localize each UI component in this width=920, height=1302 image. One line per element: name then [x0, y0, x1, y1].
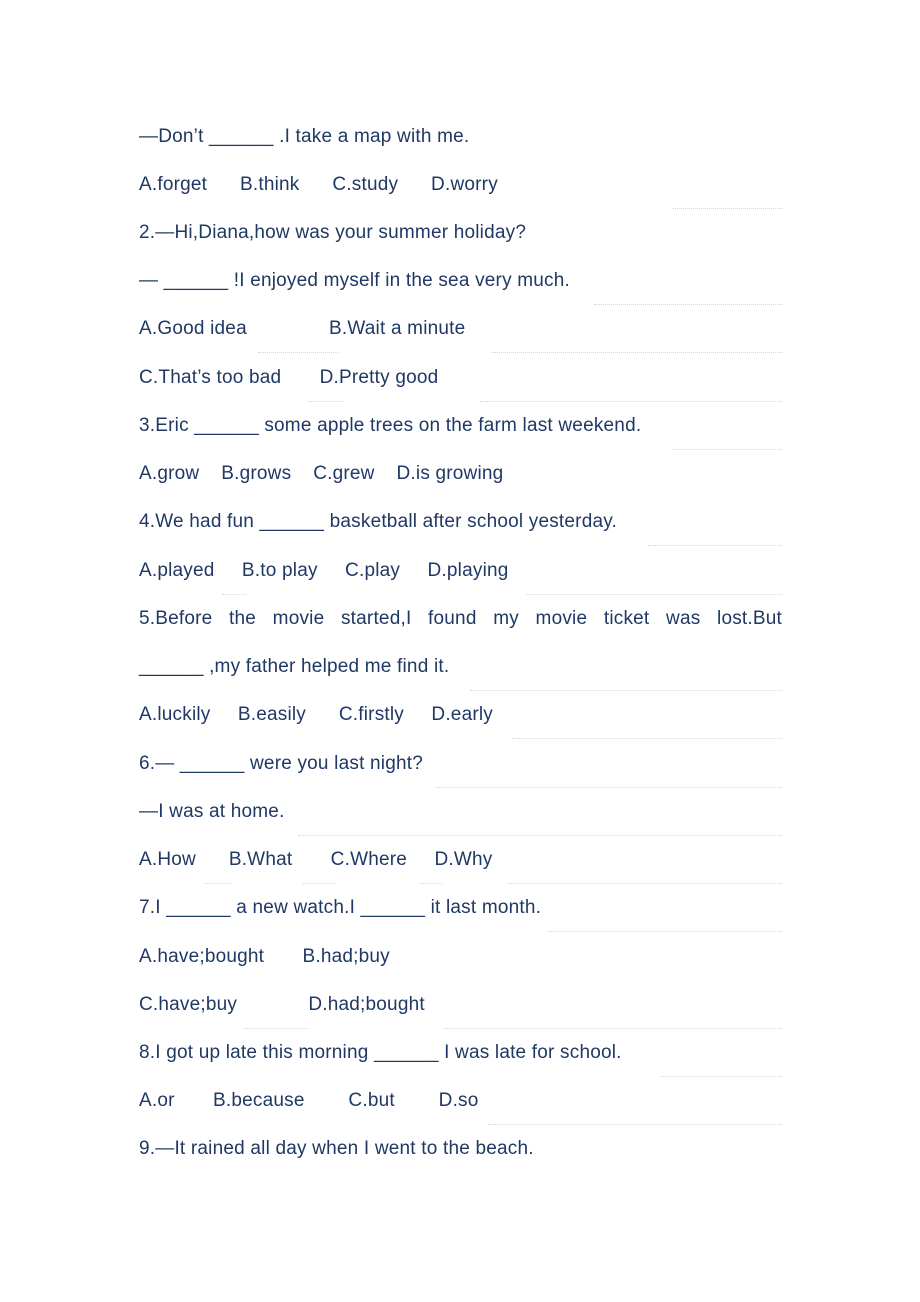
- question-1-options: A.forget B.think C.study D.worry: [139, 174, 498, 195]
- dotted-rule: [527, 594, 782, 595]
- dotted-rule: [512, 738, 782, 739]
- question-3-prompt: 3.Eric ______ some apple trees on the farm last weekend.: [139, 415, 642, 436]
- dotted-rule: [470, 690, 782, 691]
- question-2-options-ab: A.Good idea B.Wait a minute: [139, 318, 466, 339]
- question-4-prompt: 4.We had fun ______ basketball after school yesterday.: [139, 511, 618, 532]
- question-2-prompt: 2.—Hi,Diana,how was your summer holiday?: [139, 222, 527, 243]
- question-1-prompt: —Don’t ______ .I take a map with me.: [139, 126, 470, 147]
- question-5-prompt: 5.Before the movie started,I found my movie ticket was lost.But: [139, 608, 782, 629]
- dotted-rule: [222, 594, 246, 595]
- dotted-rule: [648, 545, 782, 546]
- question-6-options: A.How B.What C.Where D.Why: [139, 849, 493, 870]
- dotted-rule: [205, 883, 232, 884]
- dotted-rule: [508, 883, 782, 884]
- question-4-options: A.played B.to play C.play D.playing: [139, 560, 509, 581]
- question-8-options: A.or B.because C.but D.so: [139, 1090, 479, 1111]
- question-8-prompt: 8.I got up late this morning ______ I was late for school.: [139, 1042, 622, 1063]
- dotted-rule: [673, 449, 782, 450]
- dotted-rule: [298, 835, 782, 836]
- question-7-options-ab: A.have;bought B.had;buy: [139, 946, 390, 967]
- question-7-options-cd: C.have;buy D.had;bought: [139, 994, 425, 1015]
- dotted-rule: [548, 931, 782, 932]
- question-9-prompt: 9.—It rained all day when I went to the beach.: [139, 1138, 534, 1159]
- dotted-rule: [303, 883, 335, 884]
- dotted-rule: [258, 352, 338, 353]
- dotted-rule: [480, 401, 782, 402]
- question-2-reply: — ______ !I enjoyed myself in the sea very much.: [139, 270, 570, 291]
- dotted-rule: [488, 1124, 782, 1125]
- dotted-rule: [420, 883, 442, 884]
- dotted-rule: [244, 1028, 308, 1029]
- question-7-prompt: 7.I ______ a new watch.I ______ it last month.: [139, 897, 542, 918]
- dotted-rule: [436, 787, 782, 788]
- dotted-rule: [308, 401, 344, 402]
- question-5-options: A.luckily B.easily C.firstly D.early: [139, 704, 493, 725]
- question-6-reply: —I was at home.: [139, 801, 285, 822]
- dotted-rule: [594, 304, 782, 305]
- question-5-prompt-continued: ______ ,my father helped me find it.: [139, 656, 450, 677]
- dotted-rule: [673, 208, 782, 209]
- dotted-rule: [661, 1076, 782, 1077]
- dotted-rule: [443, 1028, 782, 1029]
- dotted-rule: [492, 352, 782, 353]
- question-3-options: A.grow B.grows C.grew D.is growing: [139, 463, 504, 484]
- question-2-options-cd: C.That’s too bad D.Pretty good: [139, 367, 439, 388]
- question-6-prompt: 6.— ______ were you last night?: [139, 753, 423, 774]
